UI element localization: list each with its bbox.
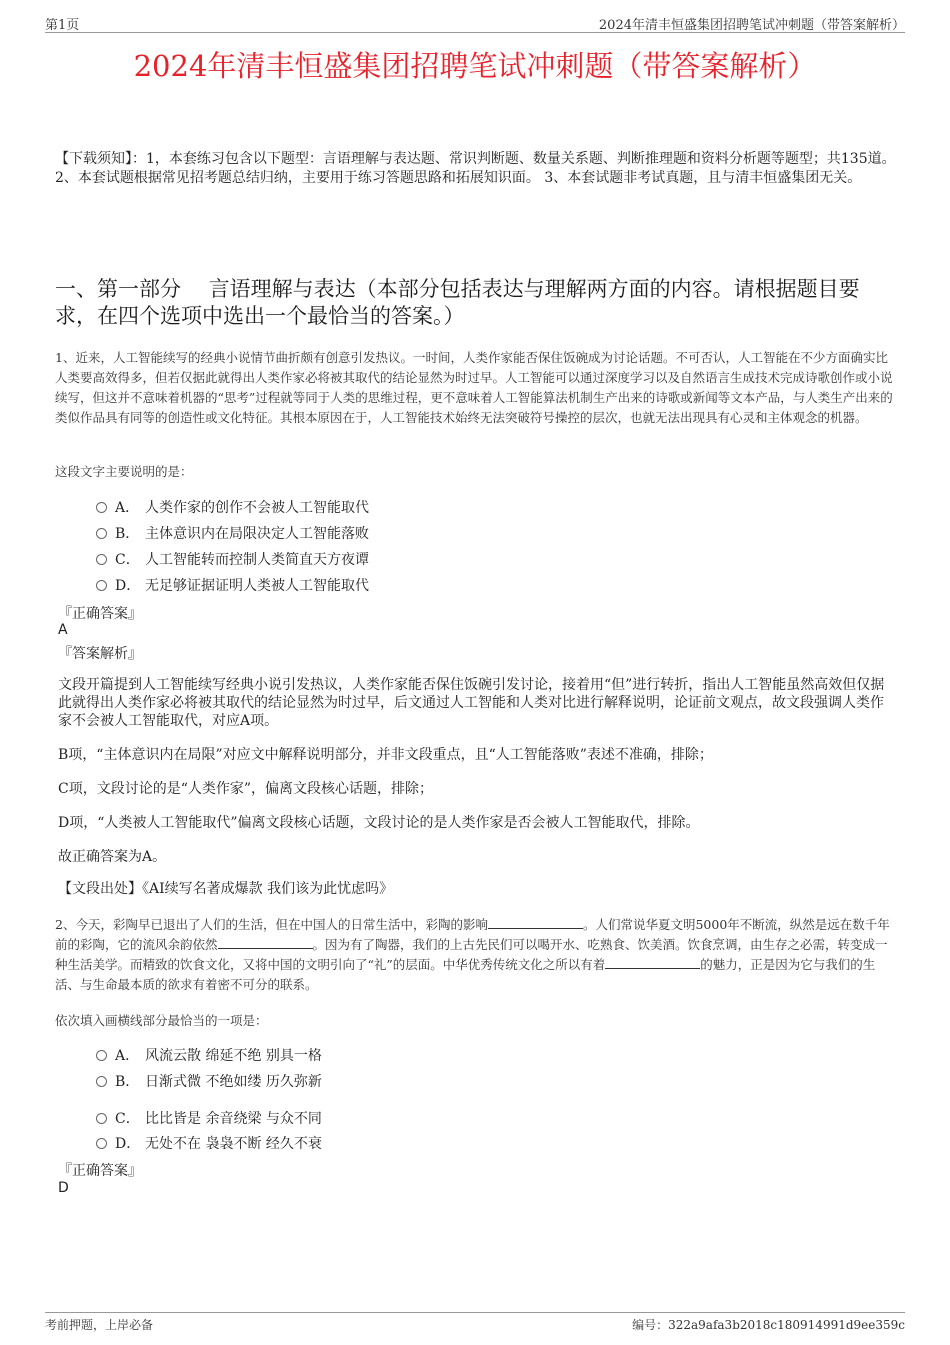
radio-icon[interactable]: [96, 502, 107, 513]
question-2-option-b[interactable]: B． 日渐式微 不绝如缕 历久弥新: [96, 1071, 322, 1091]
document-title: 2024年清丰恒盛集团招聘笔试冲刺题（带答案解析）: [133, 49, 817, 83]
question-1-answer: A: [58, 622, 68, 638]
question-2-option-a[interactable]: A． 风流云散 绵延不绝 别具一格: [96, 1045, 322, 1065]
question-2-option-c[interactable]: C． 比比皆是 余音绕梁 与众不同: [96, 1108, 322, 1128]
page-number: 第1页: [45, 18, 80, 33]
question-1-source: 【文段出处】《AI续写名著成爆款 我们该为此忧虑吗》: [58, 881, 394, 897]
question-1-analysis-d: D项，“人类被人工智能取代”偏离文段核心话题，文段讨论的是人类作家是否会被人工智能取代，排除。: [58, 815, 700, 831]
question-1-option-d[interactable]: D． 无足够证据证明人类被人工智能取代: [96, 575, 369, 595]
question-1-option-b[interactable]: B． 主体意识内在局限决定人工智能落败: [96, 523, 369, 543]
radio-icon[interactable]: [96, 1076, 107, 1087]
section-title: 一、第一部分 言语理解与表达（本部分包括表达与理解两方面的内容。请根据题目要求，在四个选项中选出一个最恰当的答案。）: [55, 277, 860, 328]
radio-icon[interactable]: [96, 1050, 107, 1061]
footer-doc-id: 编号：322a9afa3b2018c180914991d9ee359c: [632, 1318, 905, 1332]
question-1-analysis-label: 『答案解析』: [58, 646, 142, 662]
fill-blank-2: [218, 936, 313, 949]
question-1-analysis-b: B项，“主体意识内在局限”对应文中解释说明部分，并非文段重点，且“人工智能落败”表述不准确，排除；: [58, 747, 713, 763]
page-footer: [45, 1312, 905, 1332]
radio-icon[interactable]: [96, 528, 107, 539]
question-2-prompt: 依次填入画横线部分最恰当的一项是：: [55, 1013, 268, 1028]
fill-blank-1: [488, 916, 583, 929]
header-doc-title: 2024年清丰恒盛集团招聘笔试冲刺题（带答案解析）: [598, 18, 905, 33]
page-header: [45, 14, 905, 33]
radio-icon[interactable]: [96, 1138, 107, 1149]
question-2-option-d[interactable]: D． 无处不在 袅袅不断 经久不衰: [96, 1133, 322, 1153]
question-1-analysis-main: 文段开篇提到人工智能续写经典小说引发热议，人类作家能否保住饭碗引发讨论，接着用“但”进行转折，指出人工智能虽然高效但仅据此就得出人类作家必将被其取代的结论显然为时过早，后文通过人工智能和人类对比进行解释说明，论证前文观点，故文段强调人类作家不会被人工智能取代，对应A项。: [58, 677, 885, 729]
fill-blank-3: [605, 956, 700, 969]
download-notice: 【下载须知】：1，本套练习包含以下题型：言语理解与表达题、常识判断题、数量关系题、判断推理题和资料分析题等题型；共135道。 2、本套试题根据常见招考题总结归纳，主要用于练习答题思路和拓展知识面。 3、本套试题非考试真题，且与清丰恒盛集团无关。: [55, 151, 896, 186]
question-1-option-c[interactable]: C． 人工智能转而控制人类简直天方夜谭: [96, 549, 369, 569]
question-1-analysis-c: C项，文段讨论的是“人类作家”，偏离文段核心话题，排除；: [58, 781, 434, 797]
question-2-answer: D: [58, 1180, 69, 1196]
question-1-prompt: 这段文字主要说明的是：: [55, 464, 193, 479]
question-2-text: 2、今天，彩陶早已退出了人们的生活，但在中国人的日常生活中，彩陶的影响 。人们常说华夏文明5000年不断流，纵然是远在数千年前的彩陶，它的流风余韵依然 。因为有了陶器，我们的上古先民们可以喝开水、吃熟食、饮美酒。饮食烹调，由生存之必需，转变成一种生活美学。而精致的饮食文化，又将中国的文明引向了“礼”的层面。中华优秀传统文化之所以有着 的魅力，正是因为它与我们的生活、与生命最本质的欲求有着密不可分的联系。: [55, 917, 890, 992]
question-1-option-a[interactable]: A． 人类作家的创作不会被人工智能取代: [96, 497, 369, 517]
footer-slogan: 考前押题，上岸必备: [45, 1318, 154, 1332]
question-1-conclusion: 故正确答案为A。: [58, 849, 167, 865]
radio-icon[interactable]: [96, 554, 107, 565]
question-2-answer-label: 『正确答案』: [58, 1163, 142, 1179]
radio-icon[interactable]: [96, 1113, 107, 1124]
question-1-answer-label: 『正确答案』: [58, 606, 142, 622]
question-1-text: 1、近来，人工智能续写的经典小说情节曲折颇有创意引发热议。一时间，人类作家能否保住饭碗成为讨论话题。不可否认，人工智能在不少方面确实比人类要高效得多，但若仅据此就得出人类作家必将被其取代的结论显然为时过早。人工智能可以通过深度学习以及自然语言生成技术完成诗歌创作或小说续写，但这并不意味着机器的“思考”过程就等同于人类的思维过程，更不意味着人工智能算法机制生产出来的诗歌或新闻等文本产品，与人类生产出来的类似作品具有同等的创造性或文化特征。其根本原因在于，人工智能技术始终无法突破符号操控的层次，也就无法出现具有心灵和主体观念的机器。: [55, 350, 893, 425]
radio-icon[interactable]: [96, 580, 107, 591]
